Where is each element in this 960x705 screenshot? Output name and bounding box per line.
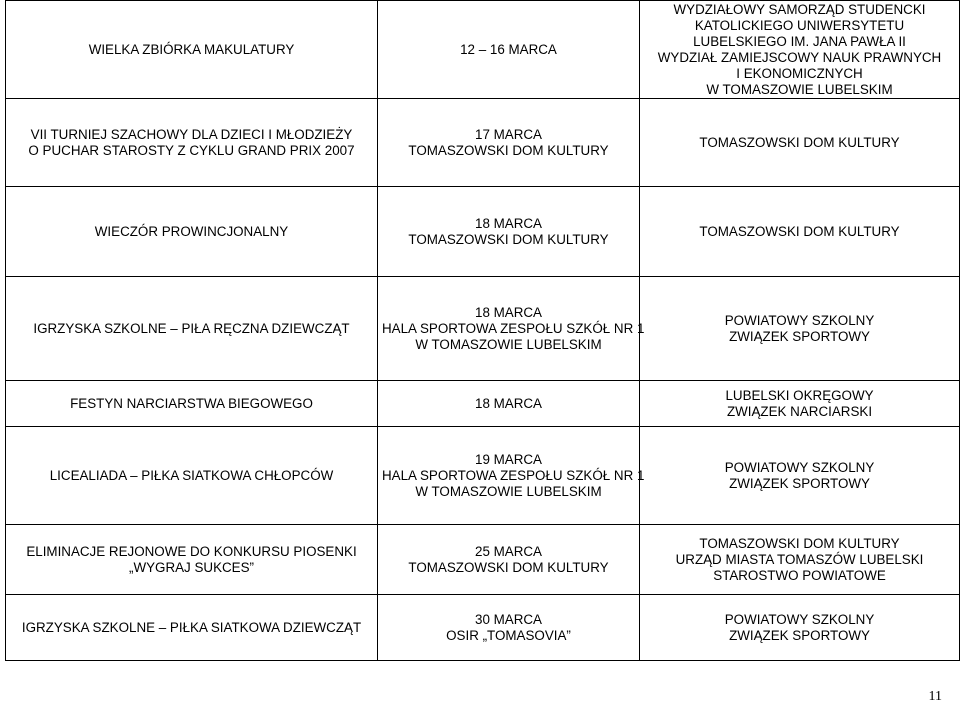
event-date-cell <box>378 427 645 525</box>
events-table <box>5 0 960 661</box>
event-name-cell <box>6 1 378 99</box>
event-organizer-line: POWIATOWY SZKOLNY <box>724 459 875 475</box>
event-organizer-line: POWIATOWY SZKOLNY <box>724 312 875 328</box>
event-name-cell <box>6 427 378 525</box>
table-row <box>6 187 960 277</box>
event-organizer-line: ZWIĄZEK SPORTOWY <box>729 627 870 643</box>
event-organizer-line: WYDZIAŁ ZAMIEJSCOWY NAUK PRAWNYCH <box>657 49 942 65</box>
event-name-line: WIECZÓR PROWINCJONALNY <box>94 223 289 239</box>
event-organizer-cell <box>640 187 960 277</box>
event-name-cell <box>6 525 378 595</box>
event-organizer-line: URZĄD MIASTA TOMASZÓW LUBELSKI <box>675 551 924 567</box>
event-organizer-cell <box>640 427 960 525</box>
event-organizer-cell <box>640 525 960 595</box>
table-row <box>6 525 960 595</box>
event-date-cell <box>378 277 645 381</box>
event-organizer-line: ZWIĄZEK SPORTOWY <box>729 475 870 491</box>
event-name-cell <box>6 99 378 187</box>
event-date-cell <box>378 187 640 277</box>
event-name-line: „WYGRAJ SUKCES” <box>129 559 254 575</box>
event-name-line: FESTYN NARCIARSTWA BIEGOWEGO <box>70 395 313 411</box>
event-date-cell <box>378 99 640 187</box>
event-date-line: OSIR „TOMASOVIA” <box>446 627 571 643</box>
event-date-line: 19 MARCA <box>475 451 542 467</box>
event-name-cell <box>6 187 378 277</box>
event-organizer-line: WYDZIAŁOWY SAMORZĄD STUDENCKI <box>673 1 926 17</box>
event-name-line: IGRZYSKA SZKOLNE – PIŁKA SIATKOWA DZIEWCZĄT <box>21 619 362 635</box>
table-row <box>6 381 960 427</box>
table-row <box>6 99 960 187</box>
table-row <box>6 427 960 525</box>
event-date-line: 18 MARCA <box>475 304 542 320</box>
event-name-line: WIELKA ZBIÓRKA MAKULATURY <box>88 41 295 57</box>
event-name-cell <box>6 277 378 381</box>
event-name-line: O PUCHAR STAROSTY Z CYKLU GRAND PRIX 2007 <box>28 142 355 158</box>
event-name-cell <box>6 381 378 427</box>
event-name-line: VII TURNIEJ SZACHOWY DLA DZIECI I MŁODZIEŻY <box>30 126 353 142</box>
table-row <box>6 1 960 99</box>
event-name-line: IGRZYSKA SZKOLNE – PIŁA RĘCZNA DZIEWCZĄT <box>33 320 350 336</box>
event-organizer-cell <box>640 595 960 661</box>
event-date-line: 12 – 16 MARCA <box>460 41 557 57</box>
event-date-line: W TOMASZOWIE LUBELSKIM <box>415 483 602 499</box>
event-date-line: 25 MARCA <box>475 543 542 559</box>
event-date-line: HALA SPORTOWA ZESPOŁU SZKÓŁ NR 1 <box>382 467 645 483</box>
event-date-cell <box>378 1 640 99</box>
page-number: 11 <box>928 689 942 704</box>
event-organizer-line: ZWIĄZEK SPORTOWY <box>729 328 870 344</box>
event-name-cell <box>6 595 378 661</box>
event-date-line: TOMASZOWSKI DOM KULTURY <box>408 559 609 575</box>
event-organizer-cell <box>640 381 960 427</box>
event-organizer-line: KATOLICKIEGO UNIWERSYTETU <box>694 17 905 33</box>
table-row <box>6 595 960 661</box>
event-date-line: 17 MARCA <box>475 126 542 142</box>
event-organizer-cell <box>640 99 960 187</box>
event-organizer-cell <box>640 1 960 99</box>
event-date-line: 18 MARCA <box>475 395 542 411</box>
event-date-line: TOMASZOWSKI DOM KULTURY <box>408 142 609 158</box>
event-date-cell <box>378 595 640 661</box>
event-date-line: W TOMASZOWIE LUBELSKIM <box>415 336 602 352</box>
event-organizer-line: ZWIĄZEK NARCIARSKI <box>726 403 873 419</box>
event-organizer-line: TOMASZOWSKI DOM KULTURY <box>699 223 900 239</box>
event-name-line: ELIMINACJE REJONOWE DO KONKURSU PIOSENKI <box>26 543 357 559</box>
event-organizer-line: W TOMASZOWIE LUBELSKIM <box>706 81 893 97</box>
event-organizer-line: TOMASZOWSKI DOM KULTURY <box>699 535 900 551</box>
table-row <box>6 277 960 381</box>
event-organizer-cell <box>640 277 960 381</box>
event-organizer-line: POWIATOWY SZKOLNY <box>724 611 875 627</box>
event-date-line: 18 MARCA <box>475 215 542 231</box>
event-date-line: HALA SPORTOWA ZESPOŁU SZKÓŁ NR 1 <box>382 320 645 336</box>
event-date-cell <box>378 525 640 595</box>
event-organizer-line: TOMASZOWSKI DOM KULTURY <box>699 134 900 150</box>
event-date-line: 30 MARCA <box>475 611 542 627</box>
event-date-line: TOMASZOWSKI DOM KULTURY <box>408 231 609 247</box>
event-name-line: LICEALIADA – PIŁKA SIATKOWA CHŁOPCÓW <box>49 467 334 483</box>
event-organizer-line: LUBELSKI OKRĘGOWY <box>725 387 874 403</box>
event-date-cell <box>378 381 640 427</box>
event-organizer-line: I EKONOMICZNYCH <box>736 65 863 81</box>
event-organizer-line: STAROSTWO POWIATOWE <box>713 567 886 583</box>
event-organizer-line: LUBELSKIEGO IM. JANA PAWŁA II <box>693 33 906 49</box>
